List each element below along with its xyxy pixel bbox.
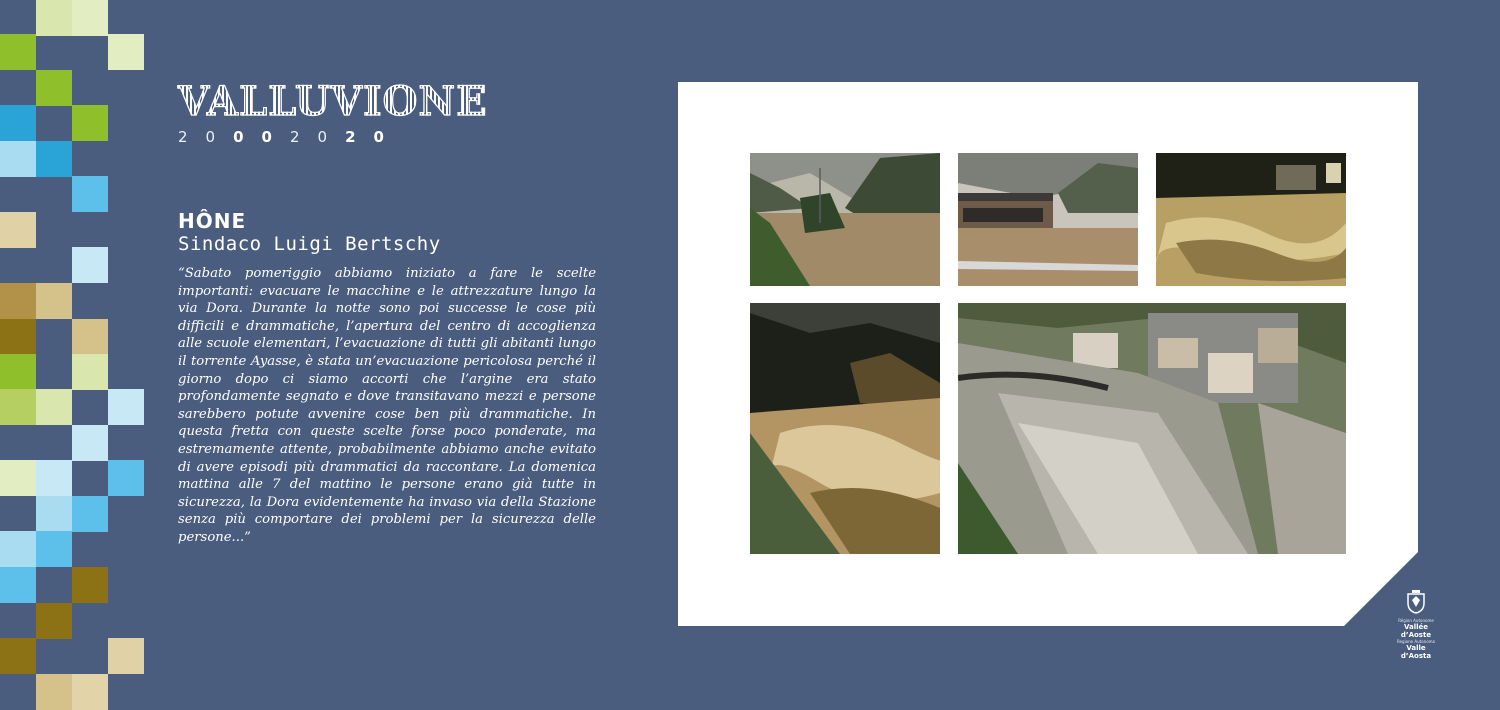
mayor-name: Sindaco Luigi Bertschy bbox=[178, 233, 441, 255]
flooded-street-photo bbox=[958, 153, 1138, 286]
logo-title: VALLUVIONE bbox=[178, 78, 488, 125]
year-digit: 0 bbox=[233, 128, 262, 146]
mosaic-tile bbox=[36, 70, 72, 106]
quote-text: “Sabato pomeriggio abbiamo iniziato a fare le scelte importanti: evacuare le macchine e le attrezzature lungo la via Dora. Durante la notte sono poi successe le cose più difficili e drammatiche, l’apertura del centro di accoglienza alle scuole elementari, l’evacuazione di tutti gli abitanti lungo il torrente Ayasse, è stata un’evacuazione pericolosa perché il giorno dopo ci siamo accorti che l’argine era stato profondamente segnato e dove transitavano mezzi e persone sarebbero potute avvenire cose ben più drammatiche. In questa fretta con queste scelte forse poco ponderate, ma estremamente attente, probabilmente abbiamo anche evitato di avere episodi più drammatici da raccontare. La domenica mattina alle 7 del mattino le persone erano già tutte in sicurezza, la Dora evidentemente ha invaso via della Stazione senza più comportare dei problemi per la sicurezza delle persone...” bbox=[178, 266, 596, 545]
mosaic-tile bbox=[0, 460, 36, 496]
mosaic-tile bbox=[0, 34, 36, 70]
mosaic-tile bbox=[0, 531, 36, 567]
mosaic-tile bbox=[36, 496, 72, 532]
mosaic-tile bbox=[0, 389, 36, 425]
emblem-line-4: Valle d’Aosta bbox=[1400, 644, 1432, 660]
mosaic-tile bbox=[0, 354, 36, 390]
mosaic-tile bbox=[0, 638, 36, 674]
mosaic-tile bbox=[72, 105, 108, 141]
years-range bbox=[178, 128, 402, 146]
emblem-line-3: Regione Autonoma bbox=[1396, 639, 1436, 644]
mosaic-tile bbox=[72, 567, 108, 603]
mosaic-tile bbox=[108, 34, 144, 70]
mosaic-tile bbox=[36, 674, 72, 710]
year-digit: 2 bbox=[345, 128, 374, 146]
pixel-mosaic-decoration bbox=[0, 0, 144, 708]
mosaic-tile bbox=[72, 354, 108, 390]
mosaic-tile bbox=[72, 496, 108, 532]
mosaic-tile bbox=[0, 319, 36, 355]
year-digit: 2 bbox=[178, 128, 206, 146]
year-digit: 0 bbox=[317, 128, 346, 146]
mosaic-tile bbox=[36, 141, 72, 177]
night-torrent-photo bbox=[1156, 153, 1346, 286]
emblem-line-1: Région Autonome bbox=[1398, 618, 1434, 623]
mosaic-tile bbox=[108, 638, 144, 674]
mosaic-tile bbox=[0, 283, 36, 319]
mosaic-tile bbox=[0, 141, 36, 177]
mosaic-tile bbox=[72, 319, 108, 355]
year-digit: 0 bbox=[205, 128, 234, 146]
mosaic-tile bbox=[72, 425, 108, 461]
mosaic-tile bbox=[36, 603, 72, 639]
year-digit: 0 bbox=[373, 128, 402, 146]
mosaic-tile bbox=[72, 674, 108, 710]
mosaic-tile bbox=[36, 531, 72, 567]
mosaic-tile bbox=[0, 212, 36, 248]
mosaic-tile bbox=[72, 0, 108, 36]
mosaic-tile bbox=[36, 389, 72, 425]
torrent-wall-photo bbox=[750, 303, 940, 554]
shield-icon bbox=[1406, 590, 1426, 614]
mosaic-tile bbox=[108, 460, 144, 496]
valluvione-logo bbox=[178, 78, 488, 125]
place-heading: HÔNE bbox=[178, 209, 247, 233]
riverbed-aerial-photo bbox=[958, 303, 1346, 554]
year-digit: 2 bbox=[289, 128, 318, 146]
mosaic-tile bbox=[36, 0, 72, 36]
mosaic-tile bbox=[108, 389, 144, 425]
mosaic-tile bbox=[72, 176, 108, 212]
emblem-line-2: Vallée d’Aoste bbox=[1400, 623, 1432, 639]
mosaic-tile bbox=[0, 567, 36, 603]
region-emblem bbox=[1392, 590, 1440, 660]
year-digit: 0 bbox=[261, 128, 290, 146]
flooded-valley-photo bbox=[750, 153, 940, 286]
mosaic-tile bbox=[36, 283, 72, 319]
mosaic-tile bbox=[0, 105, 36, 141]
mosaic-tile bbox=[72, 247, 108, 283]
mosaic-tile bbox=[36, 460, 72, 496]
